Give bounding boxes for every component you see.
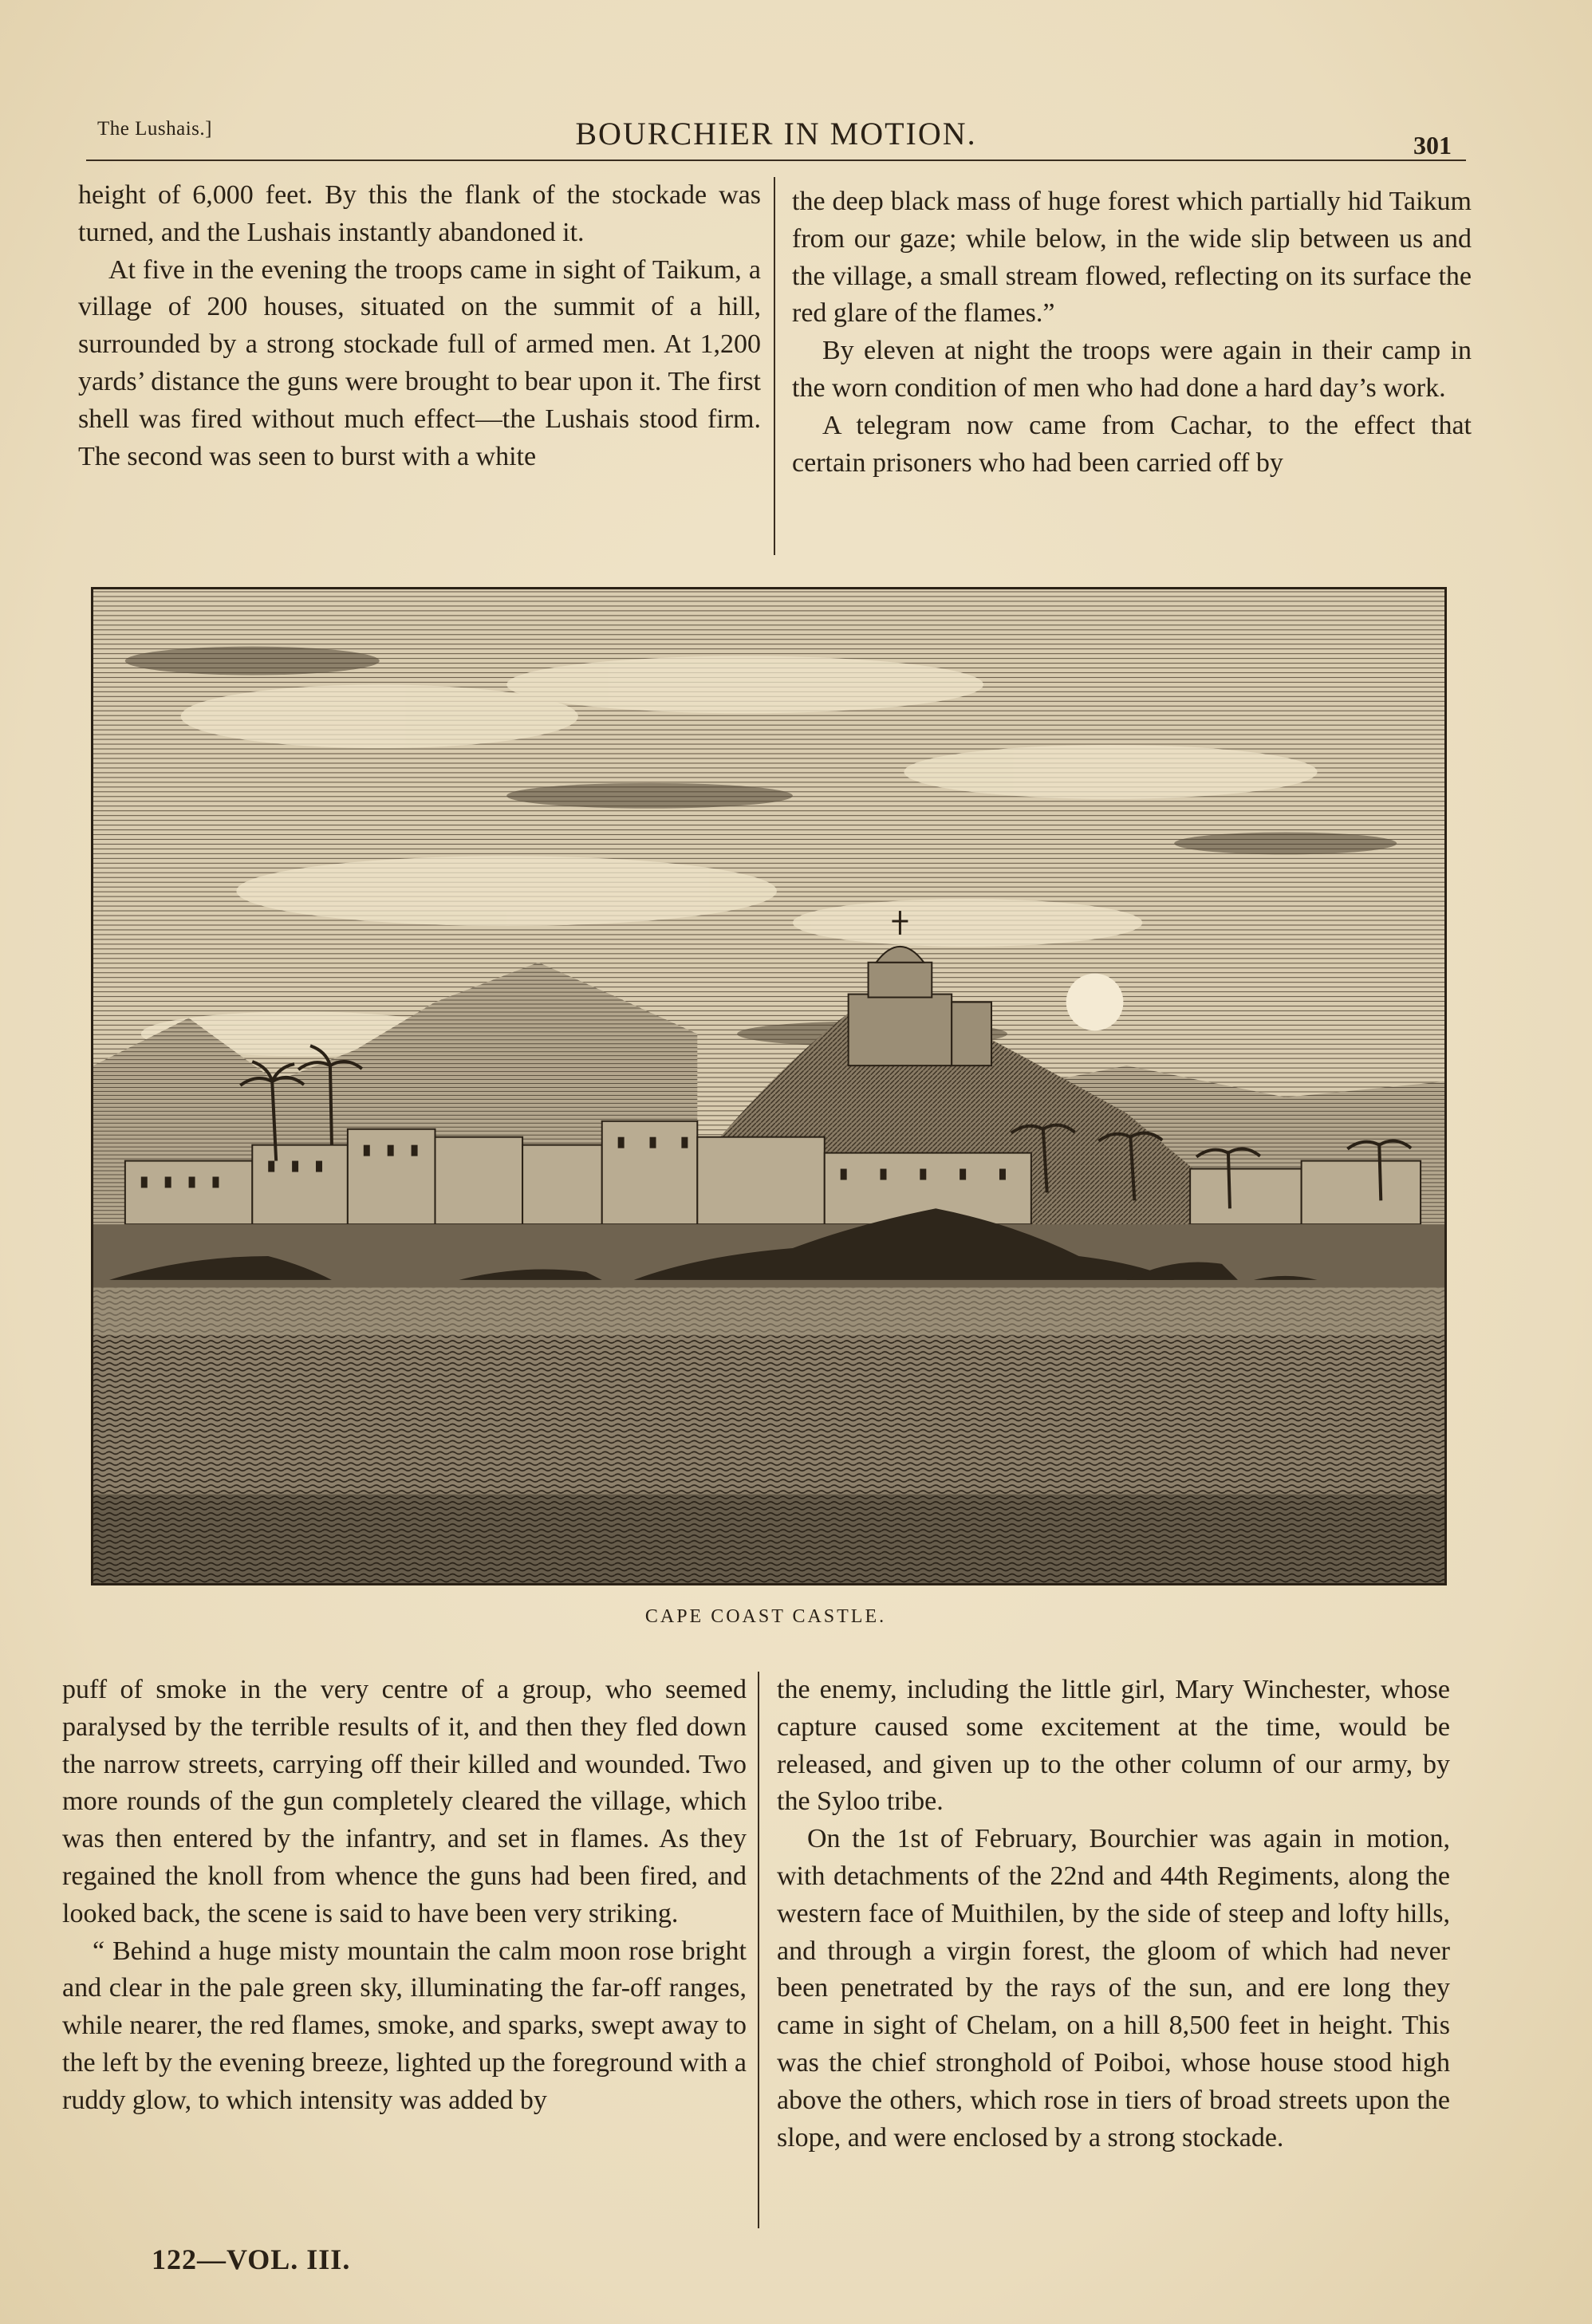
illustration-caption: CAPE COAST CASTLE. (644, 1606, 887, 1627)
page-number: 301 (1413, 131, 1452, 160)
column-bottom-left (62, 1672, 747, 2120)
cape-coast-castle-engraving (93, 589, 1444, 1583)
column-top-left (78, 177, 761, 475)
sea-light-band (93, 1288, 1444, 1336)
paragraph: A telegram now came from Cachar, to the effect that certain prisoners who had been carried off by (792, 410, 1472, 478)
paragraph: height of 6,000 feet. By this the flank of the stockade was turned, and the Lushais instantly abandoned it. (78, 180, 761, 247)
paragraph: On the 1st of February, Bourchier was again in motion, with detachments of the 22nd and 44th Regiments, along the western face of Muithilen, by the side of steep and lofty hills, and through a virgin forest, the gloom of which had never been penetrated by the rays of the sun, and ere long they came in sight of Chelam, on a hill 8,500 feet in height. This was the chief stronghold of Poiboi, whose house stood high above the others, which rose in tiers of broad streets upon the slope, and were enclosed by a strong stockade. (777, 1824, 1450, 2153)
paragraph: At five in the evening the troops came in sight of Taikum, a village of 200 houses, situated on the summit of a hill, surrounded by a strong stockade full of armed men. At 1,200 yards’ distance the guns were brought to bear upon it. The first shell was fired without much effect—the Lushais stood firm. The second was seen to burst with a white (78, 254, 761, 471)
section-label: The Lushais.] (97, 118, 212, 140)
moon (1066, 974, 1124, 1031)
column-divider (758, 1672, 759, 2228)
paragraph: the enemy, including the little girl, Mary Winchester, whose capture caused some excitement at the time, would be released, and given up to the other column of our army, by the Syloo tribe. (777, 1675, 1450, 1817)
column-divider (774, 177, 775, 555)
column-top-right (792, 183, 1472, 482)
engraving-illustration (91, 587, 1447, 1585)
printer-signature: 122—VOL. III. (152, 2243, 351, 2275)
running-head (86, 112, 1466, 161)
paragraph: the deep black mass of huge forest which partially hid Taikum from our gaze; while below, in the wide slip between us and the village, a small stream flowed, reflecting on its surface the red glare of the flames.” (792, 187, 1472, 329)
column-bottom-right (777, 1672, 1450, 2157)
paragraph: By eleven at night the troops were again in their camp in the worn condition of men who had done a hard day’s work. (792, 336, 1472, 403)
page-title: BOURCHIER IN MOTION. (575, 116, 977, 152)
paragraph: “ Behind a huge misty mountain the calm moon rose bright and clear in the pale green sky, illuminating the far-off ranges, while nearer, the red flames, smoke, and sparks, swept away to the left by the evening breeze, lighted up the foreground with a ruddy glow, to which intensity was added by (62, 1936, 747, 2115)
sea-foreground-shadow (93, 1495, 1444, 1583)
paragraph: puff of smoke in the very centre of a group, who seemed paralysed by the terrible results of it, and then they fled down the narrow streets, carrying off their killed and wounded. Two more rounds of the gun completely cleared the village, which was then entered by the infantry, and set in flames. As they regained the knoll from whence the guns had been fired, and looked back, the scene is said to have been very striking. (62, 1675, 747, 1928)
